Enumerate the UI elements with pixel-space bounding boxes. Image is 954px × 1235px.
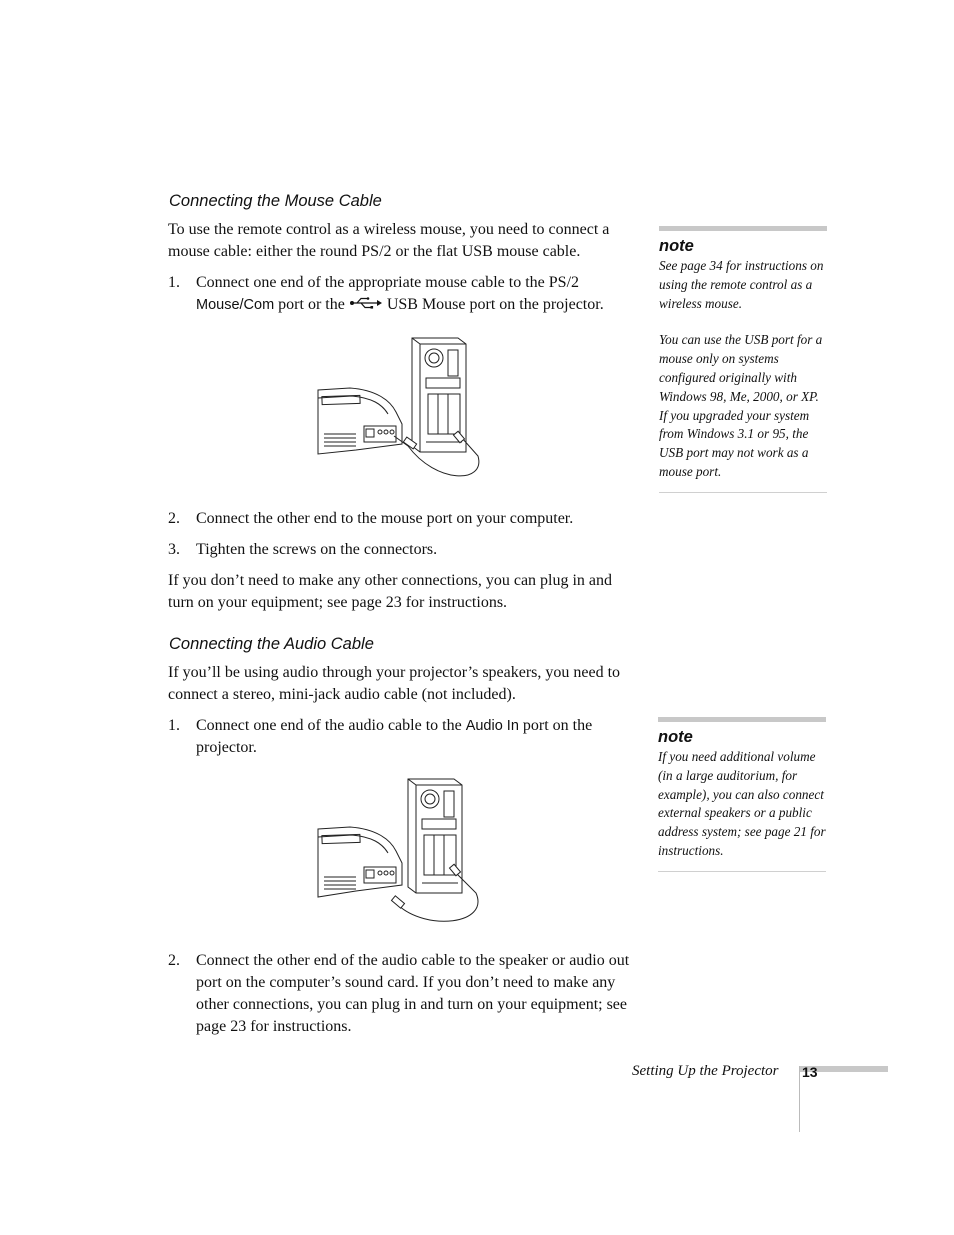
mouse-step1-part2: port or the [274,296,349,313]
note-top-bar [658,717,826,722]
mouse-cable-illustration [316,334,486,486]
audio-step2-text: Connect the other end of the audio cable to the speaker or audio out port on the computer’s sound card. If you don’t need to make any other connections, you can plug in and turn on your equipment; see page 23 for instructions. [196,952,630,1035]
section-heading-mouse: Connecting the Mouse Cable [169,192,382,210]
note-top-bar [659,226,827,231]
note-paragraph: See page 34 for instructions on using the remote control as a wireless mouse. [659,258,824,311]
note-box-1 [659,226,827,493]
mouse-com-port-label: Mouse/Com [196,297,275,313]
mouse-intro-paragraph: To use the remote control as a wireless mouse, you need to connect a mouse cable: either the round PS/2 or the flat USB mouse cable. [168,221,610,260]
mouse-step1-part3: USB Mouse port on the projector. [382,296,604,313]
audio-step1-part1: Connect one end of the audio cable to the [196,717,466,734]
footer-vertical-rule [799,1066,800,1132]
mouse-step1-text [196,272,636,316]
note-bottom-rule [658,871,826,872]
note-title: note [658,728,693,746]
page-number: 13 [802,1064,818,1080]
mouse-step1-part1: Connect one end of the appropriate mouse cable to the PS/2 [196,274,580,291]
note-box-2 [658,717,826,872]
note-title: note [659,237,694,255]
note-paragraph: You can use the USB port for a mouse only on systems configured originally with Windows 98, Me, 2000, or XP. If you upgraded your system from Windows 3.1 or 95, the USB port may not work as a mouse port. [659,332,823,479]
audio-step1-number: 1. [168,717,180,734]
mouse-after-paragraph: If you don’t need to make any other connections, you can plug in and turn on your equipment; see page 23 for instructions. [168,572,613,611]
mouse-step2-text: Connect the other end to the mouse port on your computer. [196,510,574,527]
audio-intro-paragraph: If you’ll be using audio through your projector’s speakers, you need to connect a stereo, mini-jack audio cable (not included). [168,664,621,703]
mouse-step3-number: 3. [168,541,180,558]
note-bottom-rule [659,492,827,493]
usb-icon [349,294,383,316]
audio-step2-number: 2. [168,952,180,969]
audio-step1-text [196,715,636,759]
mouse-step2-number: 2. [168,510,180,527]
audio-cable-illustration [316,775,486,927]
audio-in-port-label: Audio In [465,718,519,734]
mouse-step3-text: Tighten the screws on the connectors. [196,541,438,558]
audio-step1-part2: port on the projector. [196,717,593,756]
section-heading-audio: Connecting the Audio Cable [169,635,374,653]
footer-section-title: Setting Up the Projector [632,1063,779,1079]
mouse-step1-number: 1. [168,274,180,291]
note-paragraph: If you need additional volume (in a large auditorium, for example), you can also connect external speakers or a public address system; see page 21 for instructions. [658,749,826,858]
